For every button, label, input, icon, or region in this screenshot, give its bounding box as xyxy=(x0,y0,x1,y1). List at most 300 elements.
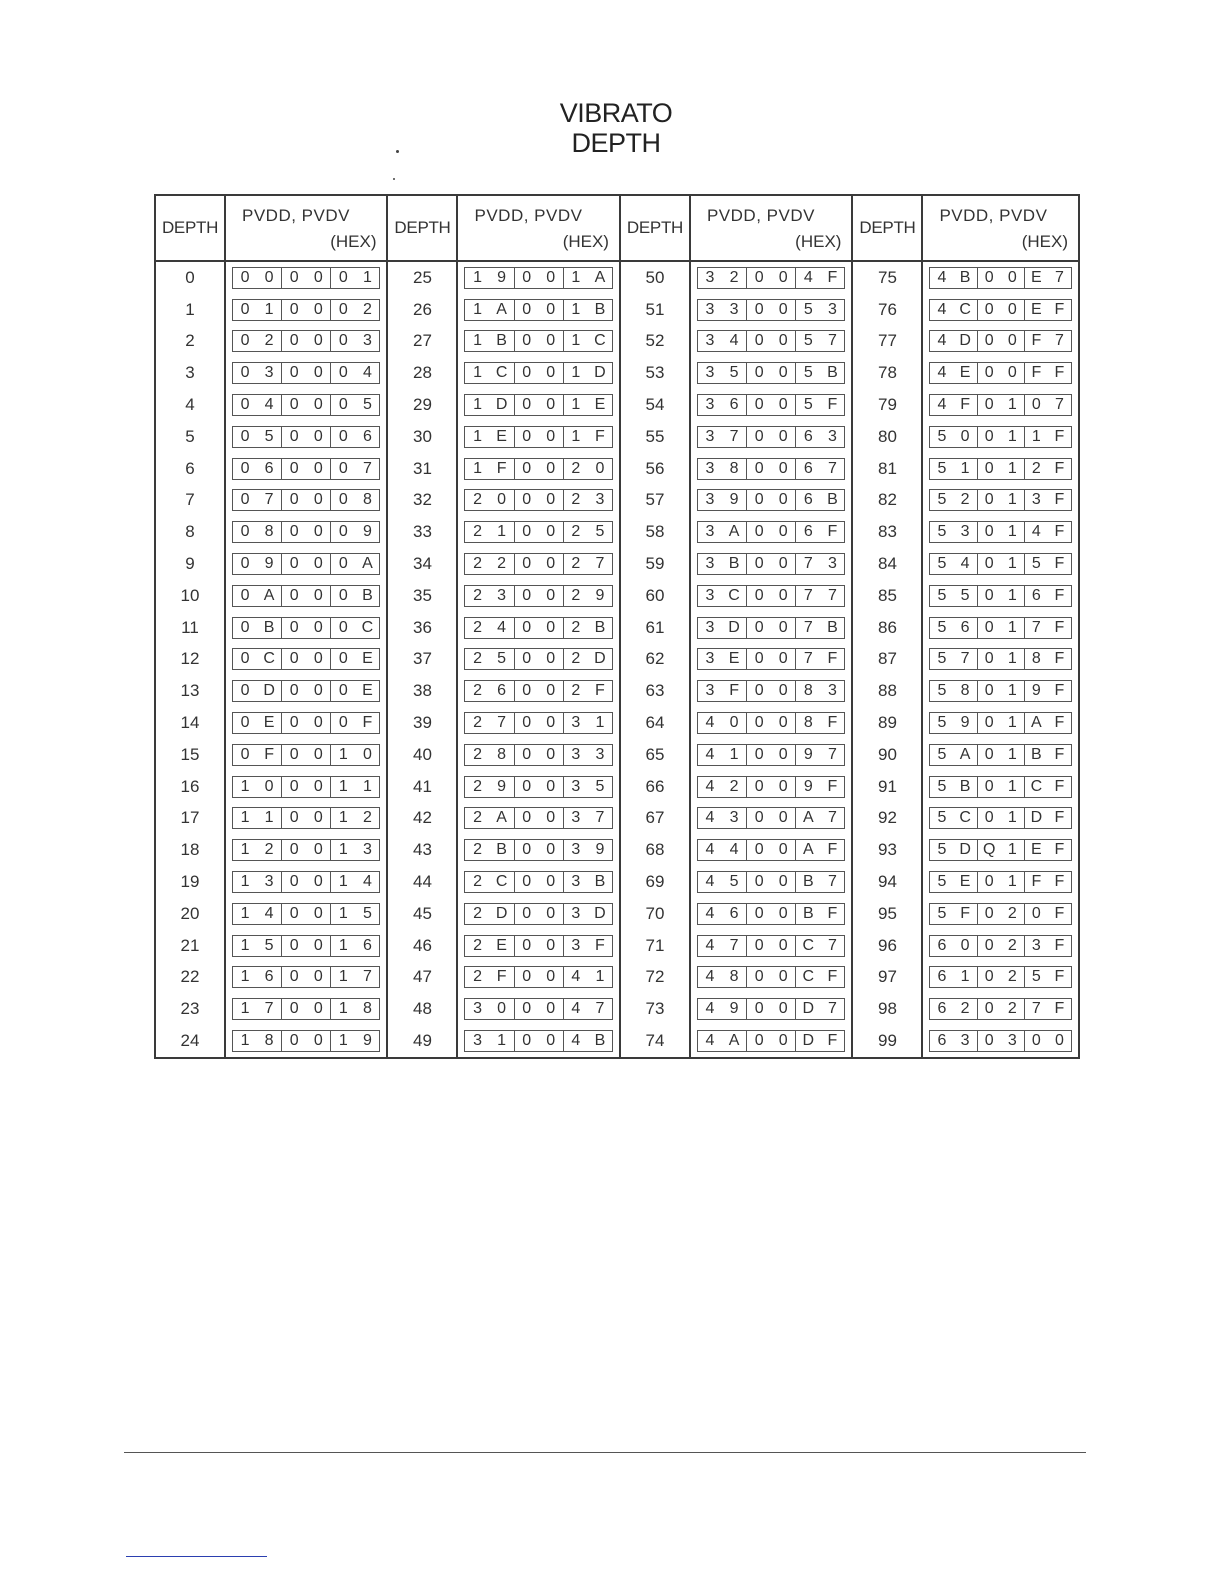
hex-digit: 0 xyxy=(546,682,556,700)
hex-digit: 1 xyxy=(240,873,250,891)
hex-digit: 0 xyxy=(338,364,348,382)
hex-digit: 5 xyxy=(803,396,813,414)
table-row xyxy=(621,803,851,835)
hex-digit: 3 xyxy=(595,745,605,763)
hex-digit: 3 xyxy=(705,459,715,477)
depth-value: 37 xyxy=(388,644,458,676)
hex-digit: 3 xyxy=(960,523,970,541)
depth-value: 23 xyxy=(156,993,226,1025)
hex-value xyxy=(232,585,380,607)
hex-digit: 0 xyxy=(778,396,788,414)
hex-digit: F xyxy=(1054,459,1065,477)
hex-value xyxy=(929,871,1072,893)
hex-digit: 0 xyxy=(313,491,323,509)
hex-digit: 0 xyxy=(984,714,994,732)
hex-digit: F xyxy=(1054,650,1065,668)
hex-value xyxy=(929,744,1072,766)
hex-digit: 3 xyxy=(729,300,739,318)
hex-digit: 5 xyxy=(1031,555,1041,573)
hex-value xyxy=(232,935,380,957)
hex-digit: F xyxy=(1054,904,1065,922)
hex-digit: 0 xyxy=(1054,1032,1064,1050)
hex-value xyxy=(232,776,380,798)
depth-value: 78 xyxy=(853,357,923,389)
depth-value: 16 xyxy=(156,771,226,803)
table-row xyxy=(853,612,1078,644)
hex-value xyxy=(929,935,1072,957)
hex-digit: D xyxy=(594,364,606,382)
hex-value xyxy=(697,648,845,670)
hex-digit: 2 xyxy=(473,586,482,604)
table-row xyxy=(156,993,386,1025)
depth-value: 28 xyxy=(388,357,458,389)
hex-digit: F xyxy=(1054,427,1065,445)
depth-value: 47 xyxy=(388,962,458,994)
hex-digit: 0 xyxy=(754,300,764,318)
hex-value xyxy=(697,362,845,384)
hex-value xyxy=(464,521,612,543)
hex-digit: 0 xyxy=(289,904,299,922)
hex-digit: 1 xyxy=(571,396,581,414)
hex-digit: 5 xyxy=(595,777,605,795)
hex-digit: 0 xyxy=(497,1000,507,1018)
hex-digit: 4 xyxy=(937,396,947,414)
hex-digit: 5 xyxy=(937,777,947,795)
depth-value: 73 xyxy=(621,993,691,1025)
hex-digit: 0 xyxy=(522,427,532,445)
table-row xyxy=(853,930,1078,962)
hex-digit: 0 xyxy=(984,809,994,827)
hex-digit: 7 xyxy=(827,809,837,827)
hex-digit: C xyxy=(1030,777,1043,795)
footer-link-underline xyxy=(126,1556,267,1557)
hex-header-line-2: (HEX) xyxy=(330,232,377,251)
table-row xyxy=(156,262,386,294)
hex-digit: 7 xyxy=(362,459,372,477)
hex-digit: 3 xyxy=(705,586,715,604)
depth-value: 1 xyxy=(156,294,226,326)
hex-digit: 0 xyxy=(754,586,764,604)
hex-digit: 5 xyxy=(937,618,947,636)
hex-digit: 0 xyxy=(1031,904,1041,922)
hex-digit: 6 xyxy=(937,968,947,986)
hex-digit: 3 xyxy=(571,777,581,795)
table-row xyxy=(388,516,618,548)
hex-digit: 0 xyxy=(984,936,994,954)
hex-digit: 0 xyxy=(338,300,348,318)
hex-digit: 5 xyxy=(729,364,739,382)
hex-header-line-1: PVDD, PVDV xyxy=(706,206,815,225)
table-row xyxy=(388,580,618,612)
hex-digit: 5 xyxy=(937,650,947,668)
hex-digit: 0 xyxy=(778,904,788,922)
hex-value xyxy=(464,998,612,1020)
hex-value xyxy=(697,1030,845,1052)
table-row xyxy=(388,294,618,326)
hex-digit: C xyxy=(959,809,971,827)
table-row xyxy=(388,389,618,421)
hex-digit: 4 xyxy=(497,618,507,636)
hex-digit: 3 xyxy=(362,332,372,350)
hex-digit: 1 xyxy=(264,809,274,827)
hex-digit: 0 xyxy=(240,427,250,445)
table-row xyxy=(621,644,851,676)
hex-value xyxy=(232,426,380,448)
hex-digit: 0 xyxy=(522,523,532,541)
hex-value xyxy=(929,426,1072,448)
depth-value: 64 xyxy=(621,707,691,739)
hex-digit: 0 xyxy=(754,364,764,382)
hex-value xyxy=(697,903,845,925)
hex-digit: F xyxy=(1031,364,1042,382)
hex-value xyxy=(464,458,612,480)
hex-digit: 0 xyxy=(362,745,372,763)
hex-digit: B xyxy=(802,904,814,922)
hex-value xyxy=(464,712,612,734)
depth-value: 53 xyxy=(621,357,691,389)
hex-digit: 4 xyxy=(937,268,947,286)
hex-digit: F xyxy=(827,714,838,732)
hex-digit: 2 xyxy=(473,682,482,700)
hex-digit: 1 xyxy=(473,364,482,382)
depth-value: 39 xyxy=(388,707,458,739)
stray-mark xyxy=(393,178,395,180)
hex-digit: A xyxy=(594,268,606,286)
table-header xyxy=(388,196,618,262)
hex-digit: 0 xyxy=(754,427,764,445)
hex-digit: 5 xyxy=(497,650,507,668)
hex-digit: 9 xyxy=(497,777,507,795)
hex-digit: 1 xyxy=(362,777,372,795)
table-row xyxy=(388,612,618,644)
hex-digit: 0 xyxy=(313,1032,323,1050)
hex-header-line-1: PVDD, PVDV xyxy=(474,206,583,225)
depth-value: 66 xyxy=(621,771,691,803)
hex-digit: 7 xyxy=(827,936,837,954)
hex-digit: 0 xyxy=(313,300,323,318)
hex-digit: 5 xyxy=(937,586,947,604)
hex-value xyxy=(697,935,845,957)
hex-digit: 0 xyxy=(289,1032,299,1050)
hex-digit: 0 xyxy=(289,936,299,954)
hex-digit: 6 xyxy=(937,1032,947,1050)
depth-value: 51 xyxy=(621,294,691,326)
hex-digit: 3 xyxy=(705,364,715,382)
hex-digit: 3 xyxy=(473,1000,482,1018)
depth-value: 55 xyxy=(621,421,691,453)
hex-digit: B xyxy=(827,364,838,382)
hex-digit: 0 xyxy=(754,682,764,700)
hex-digit: F xyxy=(1031,873,1042,891)
hex-digit: 1 xyxy=(960,968,970,986)
hex-digit: 7 xyxy=(729,427,739,445)
hex-digit: 4 xyxy=(937,332,947,350)
hex-digit: C xyxy=(361,618,374,636)
hex-digit: 1 xyxy=(338,809,348,827)
hex-digit: A xyxy=(496,809,507,827)
hex-digit: 0 xyxy=(754,491,764,509)
hex-digit: 7 xyxy=(827,459,837,477)
hex-digit: 7 xyxy=(1054,396,1064,414)
hex-digit: 0 xyxy=(754,268,764,286)
hex-digit: 0 xyxy=(546,650,556,668)
hex-digit: 0 xyxy=(313,873,323,891)
hex-digit: 0 xyxy=(960,427,970,445)
table-row xyxy=(853,993,1078,1025)
hex-value xyxy=(232,394,380,416)
table-row xyxy=(853,453,1078,485)
hex-value xyxy=(464,839,612,861)
depth-value: 92 xyxy=(853,803,923,835)
hex-digit: 0 xyxy=(289,777,299,795)
hex-digit: F xyxy=(827,268,838,286)
hex-digit: 5 xyxy=(937,714,947,732)
hex-digit: C xyxy=(728,586,740,604)
depth-value: 6 xyxy=(156,453,226,485)
depth-header: DEPTH xyxy=(156,196,226,260)
hex-digit: 0 xyxy=(546,491,556,509)
hex-digit: 0 xyxy=(338,396,348,414)
hex-digit: F xyxy=(1054,364,1065,382)
table-row xyxy=(621,326,851,358)
hex-value xyxy=(464,935,612,957)
table-row xyxy=(388,993,618,1025)
hex-digit: E xyxy=(959,873,971,891)
hex-digit: 0 xyxy=(289,841,299,859)
hex-digit: 0 xyxy=(984,904,994,922)
hex-digit: 0 xyxy=(338,459,348,477)
hex-digit: 0 xyxy=(313,809,323,827)
hex-digit: E xyxy=(263,714,275,732)
table-row xyxy=(853,898,1078,930)
hex-digit: 2 xyxy=(571,650,581,668)
hex-value xyxy=(464,617,612,639)
hex-digit: F xyxy=(960,904,970,922)
hex-digit: 5 xyxy=(1031,968,1041,986)
hex-digit: 5 xyxy=(803,300,813,318)
hex-digit: 7 xyxy=(803,650,813,668)
hex-digit: 7 xyxy=(595,1000,605,1018)
hex-digit: 0 xyxy=(984,300,994,318)
hex-digit: 1 xyxy=(338,745,348,763)
hex-digit: 3 xyxy=(473,1032,482,1050)
table-row xyxy=(853,421,1078,453)
hex-digit: 8 xyxy=(362,491,372,509)
hex-digit: 1 xyxy=(473,459,482,477)
hex-digit: 4 xyxy=(937,300,947,318)
hex-digit: 0 xyxy=(778,268,788,286)
hex-value xyxy=(929,807,1072,829)
hex-digit: E xyxy=(594,396,606,414)
hex-digit: B xyxy=(594,618,606,636)
hex-digit: F xyxy=(827,968,838,986)
table-row xyxy=(156,834,386,866)
hex-digit: 4 xyxy=(729,841,739,859)
table-row xyxy=(388,1025,618,1057)
depth-value: 45 xyxy=(388,898,458,930)
hex-digit: 0 xyxy=(289,396,299,414)
depth-value: 85 xyxy=(853,580,923,612)
depth-value: 9 xyxy=(156,548,226,580)
hex-digit: 0 xyxy=(522,491,532,509)
hex-digit: 1 xyxy=(571,268,581,286)
hex-digit: 0 xyxy=(984,1000,994,1018)
hex-digit: 0 xyxy=(289,809,299,827)
hex-digit: 9 xyxy=(803,777,813,795)
hex-digit: 0 xyxy=(289,682,299,700)
hex-digit: 0 xyxy=(264,777,274,795)
hex-digit: 0 xyxy=(522,745,532,763)
hex-digit: 0 xyxy=(778,1032,788,1050)
hex-digit: 2 xyxy=(571,491,581,509)
hex-digit: 2 xyxy=(362,809,372,827)
depth-value: 56 xyxy=(621,453,691,485)
hex-digit: 2 xyxy=(729,268,739,286)
hex-digit: 5 xyxy=(937,841,947,859)
hex-value xyxy=(232,744,380,766)
table-row xyxy=(621,389,851,421)
hex-digit: 1 xyxy=(240,841,250,859)
table-row xyxy=(156,357,386,389)
hex-digit: 5 xyxy=(937,873,947,891)
table-row xyxy=(853,516,1078,548)
hex-digit: B xyxy=(496,332,507,350)
hex-digit: 4 xyxy=(705,873,715,891)
hex-digit: 0 xyxy=(522,968,532,986)
depth-value: 30 xyxy=(388,421,458,453)
table-row xyxy=(388,803,618,835)
table-row xyxy=(621,1025,851,1057)
hex-digit: 0 xyxy=(313,332,323,350)
hex-value xyxy=(929,966,1072,988)
depth-value: 52 xyxy=(621,326,691,358)
hex-digit: F xyxy=(595,682,605,700)
hex-digit: 2 xyxy=(1007,1000,1017,1018)
hex-digit: 5 xyxy=(937,523,947,541)
table-row xyxy=(388,834,618,866)
depth-value: 17 xyxy=(156,803,226,835)
hex-digit: 3 xyxy=(827,555,837,573)
hex-digit: 8 xyxy=(497,745,507,763)
hex-digit: 1 xyxy=(473,332,482,350)
hex-digit: 8 xyxy=(729,459,739,477)
hex-digit: 5 xyxy=(937,459,947,477)
hex-digit: 4 xyxy=(705,904,715,922)
hex-digit: 3 xyxy=(729,809,739,827)
hex-value xyxy=(464,553,612,575)
hex-digit: C xyxy=(495,364,508,382)
hex-digit: 0 xyxy=(984,873,994,891)
hex-digit: F xyxy=(1031,332,1042,350)
hex-digit: F xyxy=(1054,809,1065,827)
hex-digit: 2 xyxy=(473,745,482,763)
hex-digit: D xyxy=(959,841,971,859)
hex-digit: 0 xyxy=(338,332,348,350)
hex-digit: A xyxy=(802,809,814,827)
hex-digit: 0 xyxy=(546,268,556,286)
hex-digit: B xyxy=(959,777,971,795)
depth-value: 59 xyxy=(621,548,691,580)
depth-value: 46 xyxy=(388,930,458,962)
depth-value: 63 xyxy=(621,675,691,707)
depth-value: 99 xyxy=(853,1025,923,1057)
table-row xyxy=(388,485,618,517)
hex-digit: 6 xyxy=(264,968,274,986)
hex-value xyxy=(464,426,612,448)
hex-digit: 7 xyxy=(1031,618,1041,636)
hex-digit: 1 xyxy=(473,300,482,318)
hex-value xyxy=(697,966,845,988)
hex-digit: 0 xyxy=(984,777,994,795)
table-row xyxy=(853,1025,1078,1057)
hex-digit: 0 xyxy=(289,332,299,350)
hex-digit: 0 xyxy=(289,618,299,636)
table-row xyxy=(156,739,386,771)
hex-digit: 0 xyxy=(778,777,788,795)
depth-value: 24 xyxy=(156,1025,226,1057)
hex-value xyxy=(697,585,845,607)
hex-digit: 2 xyxy=(473,714,482,732)
depth-value: 22 xyxy=(156,962,226,994)
hex-digit: F xyxy=(827,650,838,668)
hex-digit: 1 xyxy=(240,809,250,827)
hex-digit: 0 xyxy=(338,586,348,604)
hex-digit: 0 xyxy=(984,1032,994,1050)
hex-value xyxy=(464,330,612,352)
depth-value: 12 xyxy=(156,644,226,676)
hex-value xyxy=(232,680,380,702)
hex-value xyxy=(697,426,845,448)
hex-digit: 3 xyxy=(705,650,715,668)
hex-digit: 4 xyxy=(937,364,947,382)
hex-digit: B xyxy=(594,1032,606,1050)
hex-value xyxy=(929,585,1072,607)
hex-value xyxy=(929,299,1072,321)
hex-digit: 5 xyxy=(362,396,372,414)
hex-digit: B xyxy=(594,300,606,318)
depth-value: 43 xyxy=(388,834,458,866)
hex-digit: 2 xyxy=(473,555,482,573)
hex-value xyxy=(929,394,1072,416)
hex-value xyxy=(929,839,1072,861)
hex-digit: 0 xyxy=(522,396,532,414)
hex-digit: 3 xyxy=(705,491,715,509)
depth-value: 8 xyxy=(156,516,226,548)
hex-digit: F xyxy=(1054,936,1065,954)
hex-digit: 0 xyxy=(338,491,348,509)
hex-digit: 0 xyxy=(313,714,323,732)
hex-digit: C xyxy=(802,936,815,954)
hex-digit: 7 xyxy=(497,714,507,732)
hex-digit: 2 xyxy=(473,650,482,668)
hex-digit: 1 xyxy=(473,396,482,414)
hex-digit: 1 xyxy=(571,364,581,382)
table-row xyxy=(156,898,386,930)
hex-digit: 3 xyxy=(1031,936,1041,954)
hex-digit: 2 xyxy=(1007,968,1017,986)
hex-digit: 3 xyxy=(705,618,715,636)
hex-digit: F xyxy=(729,682,739,700)
hex-digit: 0 xyxy=(546,618,556,636)
title-line-1: VIBRATO xyxy=(559,98,673,128)
hex-digit: 4 xyxy=(571,968,581,986)
hex-digit: 0 xyxy=(240,332,250,350)
hex-digit: 0 xyxy=(546,586,556,604)
hex-value xyxy=(697,998,845,1020)
hex-digit: 1 xyxy=(1007,714,1017,732)
hex-digit: 0 xyxy=(338,618,348,636)
hex-digit: 0 xyxy=(240,268,250,286)
